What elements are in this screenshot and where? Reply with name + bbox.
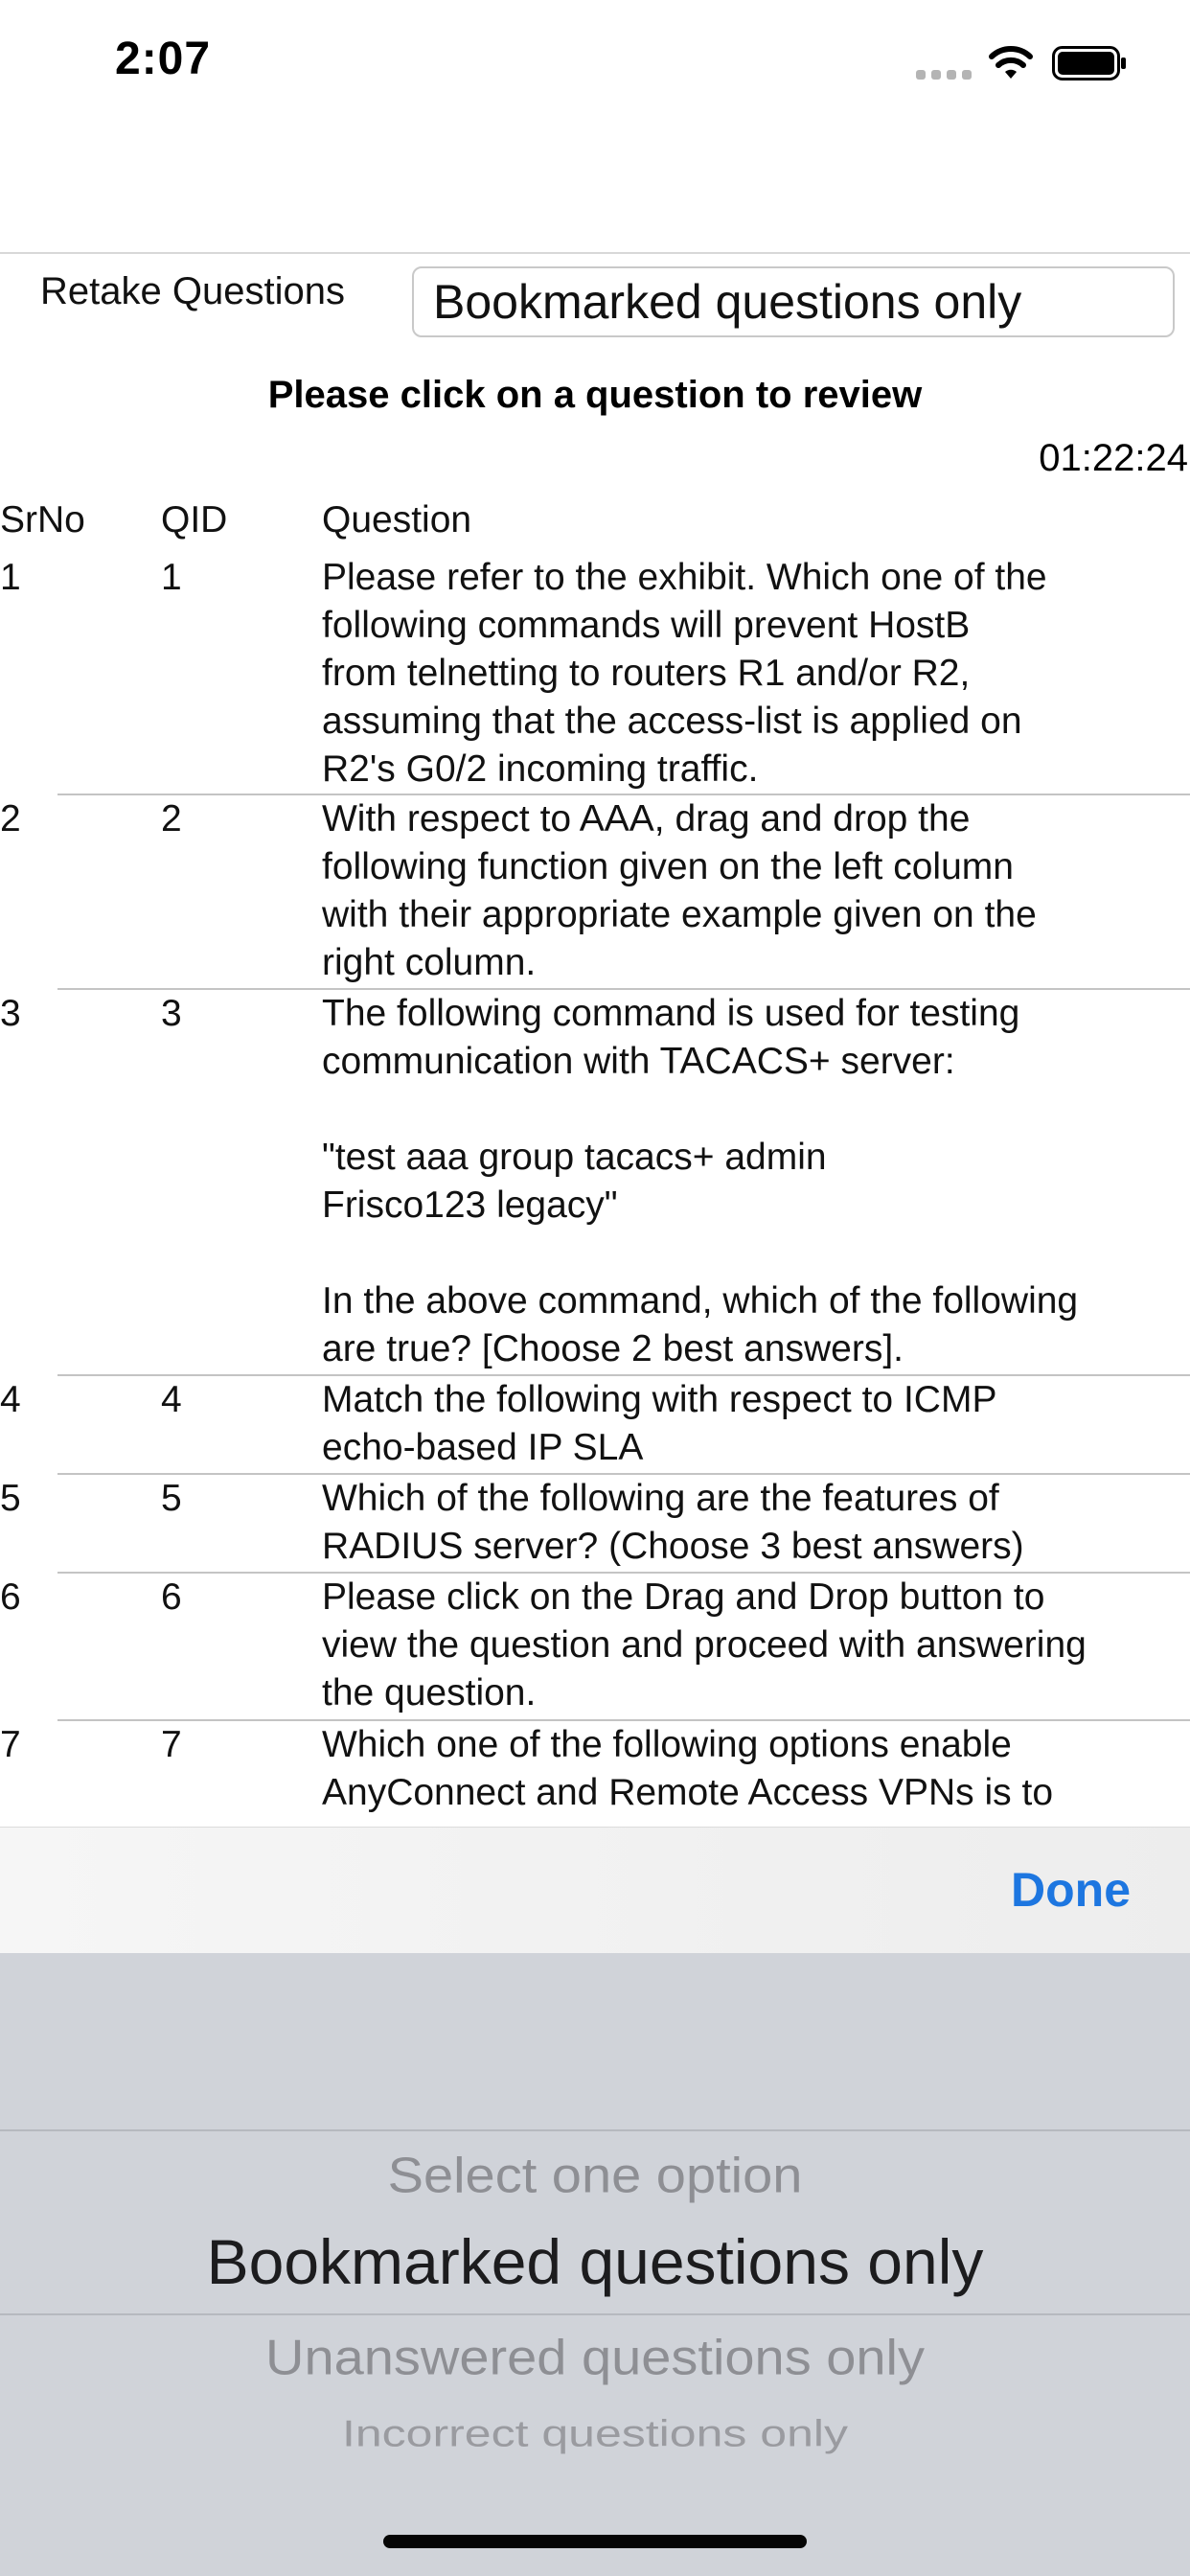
header-divider bbox=[0, 252, 1190, 254]
row-question: Which one of the following options enable AnyConnect and Remote Access VPNs is to bbox=[322, 1724, 1054, 1813]
row-srno: 4 bbox=[0, 1379, 21, 1420]
battery-icon bbox=[1052, 46, 1127, 80]
row-qid: 4 bbox=[161, 1379, 182, 1420]
row-question: Which of the following are the features of RADIUS server? (Choose 3 best answers) bbox=[322, 1478, 1024, 1567]
cellular-signal-icon bbox=[916, 69, 972, 80]
row-srno: 3 bbox=[0, 993, 21, 1034]
row-srno: 5 bbox=[0, 1478, 21, 1519]
row-qid: 3 bbox=[161, 993, 182, 1034]
row-question: The following command is used for testing communication with TACACS+ server: "test aaa group tacacs+ admin Frisco123 legacy" In the above command, which of the following are true? [Choose 2 best answers]. bbox=[322, 993, 1079, 1369]
row-srno: 6 bbox=[0, 1576, 21, 1618]
row-question: Please click on the Drag and Drop button to view the question and proceed with answering the question. bbox=[322, 1576, 1087, 1714]
row-srno: 7 bbox=[0, 1724, 21, 1765]
exam-timer: 01:22:24 bbox=[1039, 437, 1188, 479]
picker-option[interactable]: Unanswered questions only bbox=[265, 2329, 925, 2385]
retake-filter-field[interactable]: Bookmarked questions only bbox=[412, 266, 1175, 337]
picker-selection-bottom-line bbox=[0, 2313, 1190, 2315]
done-button[interactable]: Done bbox=[1011, 1863, 1131, 1917]
wifi-icon bbox=[987, 44, 1035, 82]
retake-questions-label: Retake Questions bbox=[40, 270, 345, 312]
row-srno: 2 bbox=[0, 798, 21, 840]
picker-option-selected[interactable]: Bookmarked questions only bbox=[206, 2226, 984, 2297]
row-question: Please refer to the exhibit. Which one of the following commands will prevent HostB from telnetting to routers R1 and/or R2, assuming that the access-list is applied on R2's G0/2 incoming traffic. bbox=[322, 557, 1047, 790]
picker-option[interactable]: Incorrect questions only bbox=[341, 2412, 849, 2454]
home-indicator[interactable] bbox=[383, 2535, 807, 2548]
row-qid: 1 bbox=[161, 557, 182, 598]
row-srno: 1 bbox=[0, 557, 21, 598]
row-qid: 2 bbox=[161, 798, 182, 840]
row-qid: 7 bbox=[161, 1724, 182, 1765]
picker-option[interactable]: Select one option bbox=[387, 2147, 803, 2203]
row-question: With respect to AAA, drag and drop the following function given on the left column with their appropriate example given on the right column. bbox=[322, 798, 1037, 983]
row-qid: 5 bbox=[161, 1478, 182, 1519]
review-instruction: Please click on a question to review bbox=[267, 374, 923, 416]
row-qid: 6 bbox=[161, 1576, 182, 1618]
picker-selection-top-line bbox=[0, 2129, 1190, 2131]
status-time: 2:07 bbox=[115, 34, 212, 84]
header-qid: QID bbox=[161, 499, 228, 540]
row-question: Match the following with respect to ICMP echo-based IP SLA bbox=[322, 1379, 997, 1468]
header-srno: SrNo bbox=[0, 499, 85, 540]
header-question: Question bbox=[322, 499, 472, 540]
